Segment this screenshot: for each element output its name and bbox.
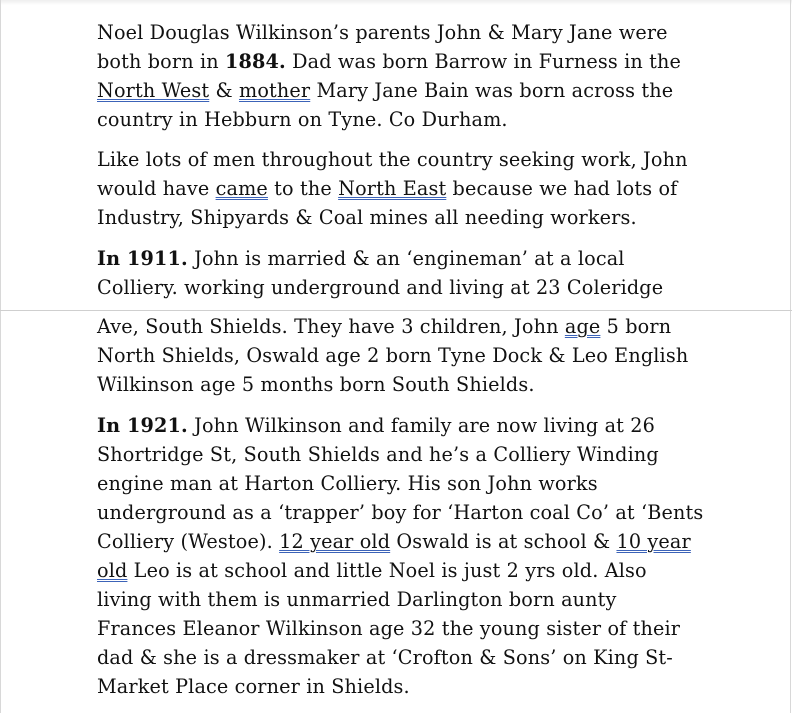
text-line: living with them is unmarried Darlington born aunty (97, 588, 617, 611)
text-line: Market Place corner in Shields. (97, 675, 410, 698)
text-run: Ave, South Shields. They have 3 children, John (97, 315, 565, 338)
text-line (97, 76, 737, 105)
text-run: 5 born (600, 315, 672, 338)
paragraph-1911-part1 (97, 244, 737, 302)
text-run: would have (97, 177, 216, 200)
paragraph-seeking-work (97, 145, 737, 232)
text-line: Industry, Shipyards & Coal mines all needing workers. (97, 206, 637, 229)
grammar-flag-came[interactable]: came (215, 177, 268, 200)
heading-in-1911: In 1911. (97, 247, 188, 270)
text-run: John is married & an ‘engineman’ at a local (187, 247, 625, 270)
text-line: Noel Douglas Wilkinson’s parents John & Mary Jane were (97, 21, 668, 44)
text-run: & (209, 79, 239, 102)
text-line: Like lots of men throughout the country seeking work, John (97, 148, 688, 171)
year-1884: 1884. (225, 50, 286, 73)
text-run: Colliery (Westoe). (97, 530, 280, 553)
text-line (97, 244, 737, 273)
page-top-edge (0, 0, 792, 5)
text-line (97, 556, 737, 585)
text-line: engine man at Harton Colliery. His son John works (97, 472, 598, 495)
heading-in-1921: In 1921. (97, 414, 188, 437)
grammar-flag-old[interactable]: old (97, 559, 128, 582)
text-run: to the (267, 177, 339, 200)
left-page-edge (0, 0, 1, 713)
text-run: both born in (97, 50, 226, 73)
text-line (97, 312, 737, 341)
text-line: underground as a ‘trapper’ boy for ‘Harton coal Co’ at ‘Bents (97, 501, 704, 524)
grammar-flag-age[interactable]: age (564, 315, 601, 338)
text-line: dad & she is a dressmaker at ‘Crofton & Sons’ on King St- (97, 646, 673, 669)
grammar-flag-north-west[interactable]: North West (97, 79, 210, 102)
text-run: John Wilkinson and family are now living at 26 (187, 414, 656, 437)
text-line: Frances Eleanor Wilkinson age 32 the young sister of their (97, 617, 681, 640)
text-line (97, 174, 737, 203)
text-run: because we had lots of (446, 177, 678, 200)
paragraph-parents (97, 18, 737, 134)
text-line (97, 411, 737, 440)
text-run: Oswald is at school & (390, 530, 617, 553)
text-run: Dad was born Barrow in Furness in the (285, 50, 682, 73)
page-break-divider (0, 310, 792, 311)
grammar-flag-12-year-old[interactable]: 12 year old (279, 530, 391, 553)
right-page-edge (790, 0, 791, 713)
paragraph-1921 (97, 411, 737, 701)
text-run: Mary Jane Bain was born across the (310, 79, 674, 102)
text-line: Wilkinson age 5 months born South Shields. (97, 373, 535, 396)
paragraph-1911-part2 (97, 312, 737, 399)
text-line: Shortridge St, South Shields and he’s a Colliery Winding (97, 443, 659, 466)
text-line: Colliery. working underground and living at 23 Coleridge (97, 276, 664, 299)
text-run: Leo is at school and little Noel is just 2 yrs old. Also (127, 559, 647, 582)
text-line (97, 47, 737, 76)
text-line (97, 527, 737, 556)
grammar-flag-north-east[interactable]: North East (338, 177, 447, 200)
text-line: country in Hebburn on Tyne. Co Durham. (97, 108, 508, 131)
grammar-flag-10-year[interactable]: 10 year (616, 530, 691, 553)
text-line: North Shields, Oswald age 2 born Tyne Dock & Leo English (97, 344, 689, 367)
grammar-flag-mother[interactable]: mother (238, 79, 311, 102)
